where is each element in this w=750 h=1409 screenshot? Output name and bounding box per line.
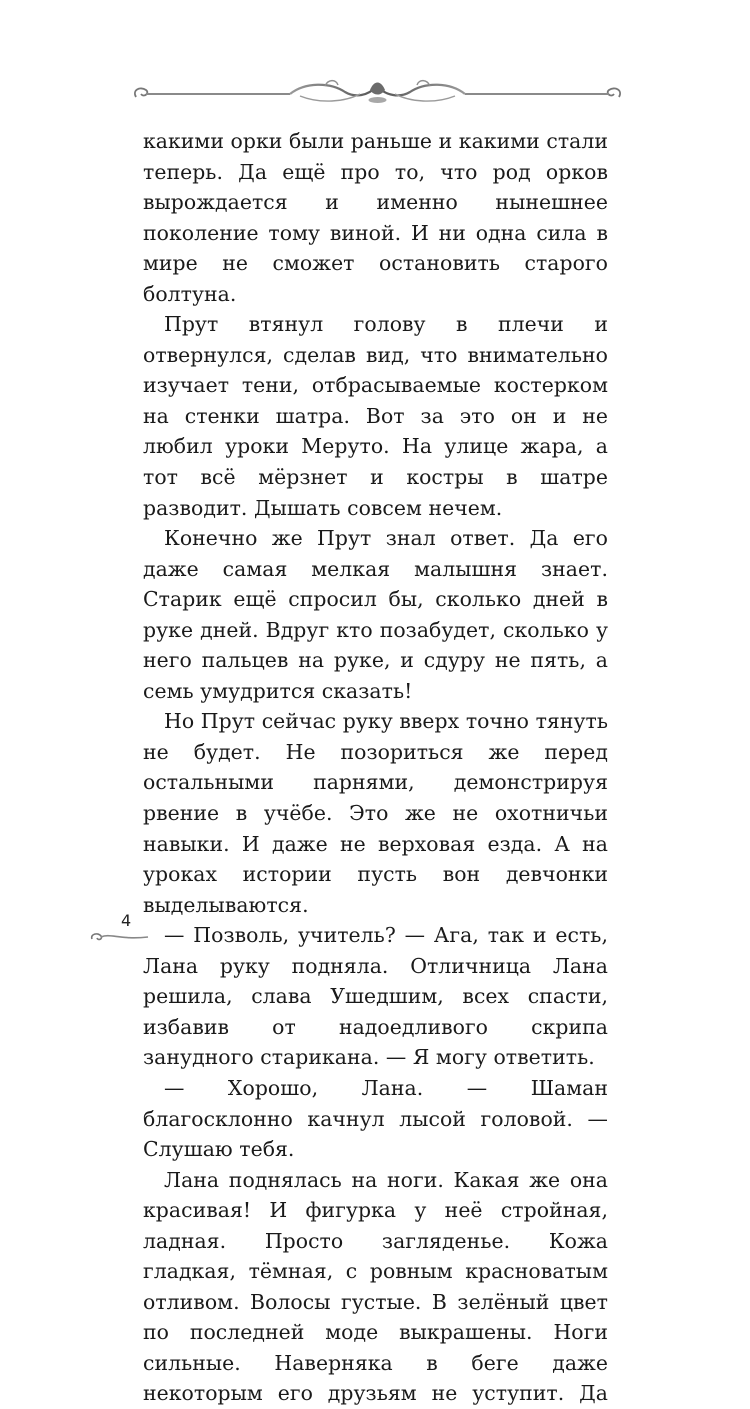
paragraph-4: Но Прут сейчас руку вверх точно тянуть не будет. Не позориться же перед остальными парнями, демонстрируя рвение в учёбе. Это же не охотничьи навыки. И даже не верховая езда. А на уроках истории пусть вон девчонки выделываются.: [143, 709, 608, 917]
folio-swash-icon: [90, 930, 150, 944]
paragraph-3: Конечно же Прут знал ответ. Да его даже самая мелкая малышня знает. Старик ещё спросил бы, сколько дней в руке дней. Вдруг кто позабудет, сколько у него пальцев на руке, и сдуру не пять, а семь умудрится сказать!: [143, 526, 608, 703]
folio: [90, 912, 150, 952]
paragraph-1: какими орки были раньше и какими стали теперь. Да ещё про то, что род орков вырождается и именно нынешнее поколение тому виной. И ни одна сила в мире не сможет остановить старого болтуна.: [143, 129, 608, 306]
page-number: 4: [121, 911, 132, 930]
paragraph-7: Лана поднялась на ноги. Какая же она красивая! И фигурка у неё стройная, ладная. Просто загляденье. Кожа гладкая, тёмная, с ровным красноватым отливом. Волосы густые. В зелёный цвет по последней моде выкрашены. Ноги сильные. Наверняка в беге даже некоторым его друзьям не уступит. Да: [143, 1167, 608, 1406]
decorative-scroll-ornament-icon: [130, 76, 625, 108]
paragraph-6: — Хорошо, Лана. — Шаман благосклонно качнул лысой головой. — Слушаю тебя.: [143, 1075, 608, 1162]
body-text: [143, 126, 608, 1409]
paragraph-5: — Позволь, учитель? — Ага, так и есть, Лана руку подняла. Отличница Лана решила, слава Ушедшим, всех спасти, избавив от надоедливого скрипа занудного старикана. — Я могу ответить.: [143, 923, 608, 1070]
paragraph-2: Прут втянул голову в плечи и отвернулся, сделав вид, что внимательно изучает тени, отбрасываемые костерком на стенки шатра. Вот за это он и не любил уроки Меруто. На улице жара, а тот всё мёрзнет и костры в шатре разводит. Дышать совсем нечем.: [143, 312, 608, 520]
